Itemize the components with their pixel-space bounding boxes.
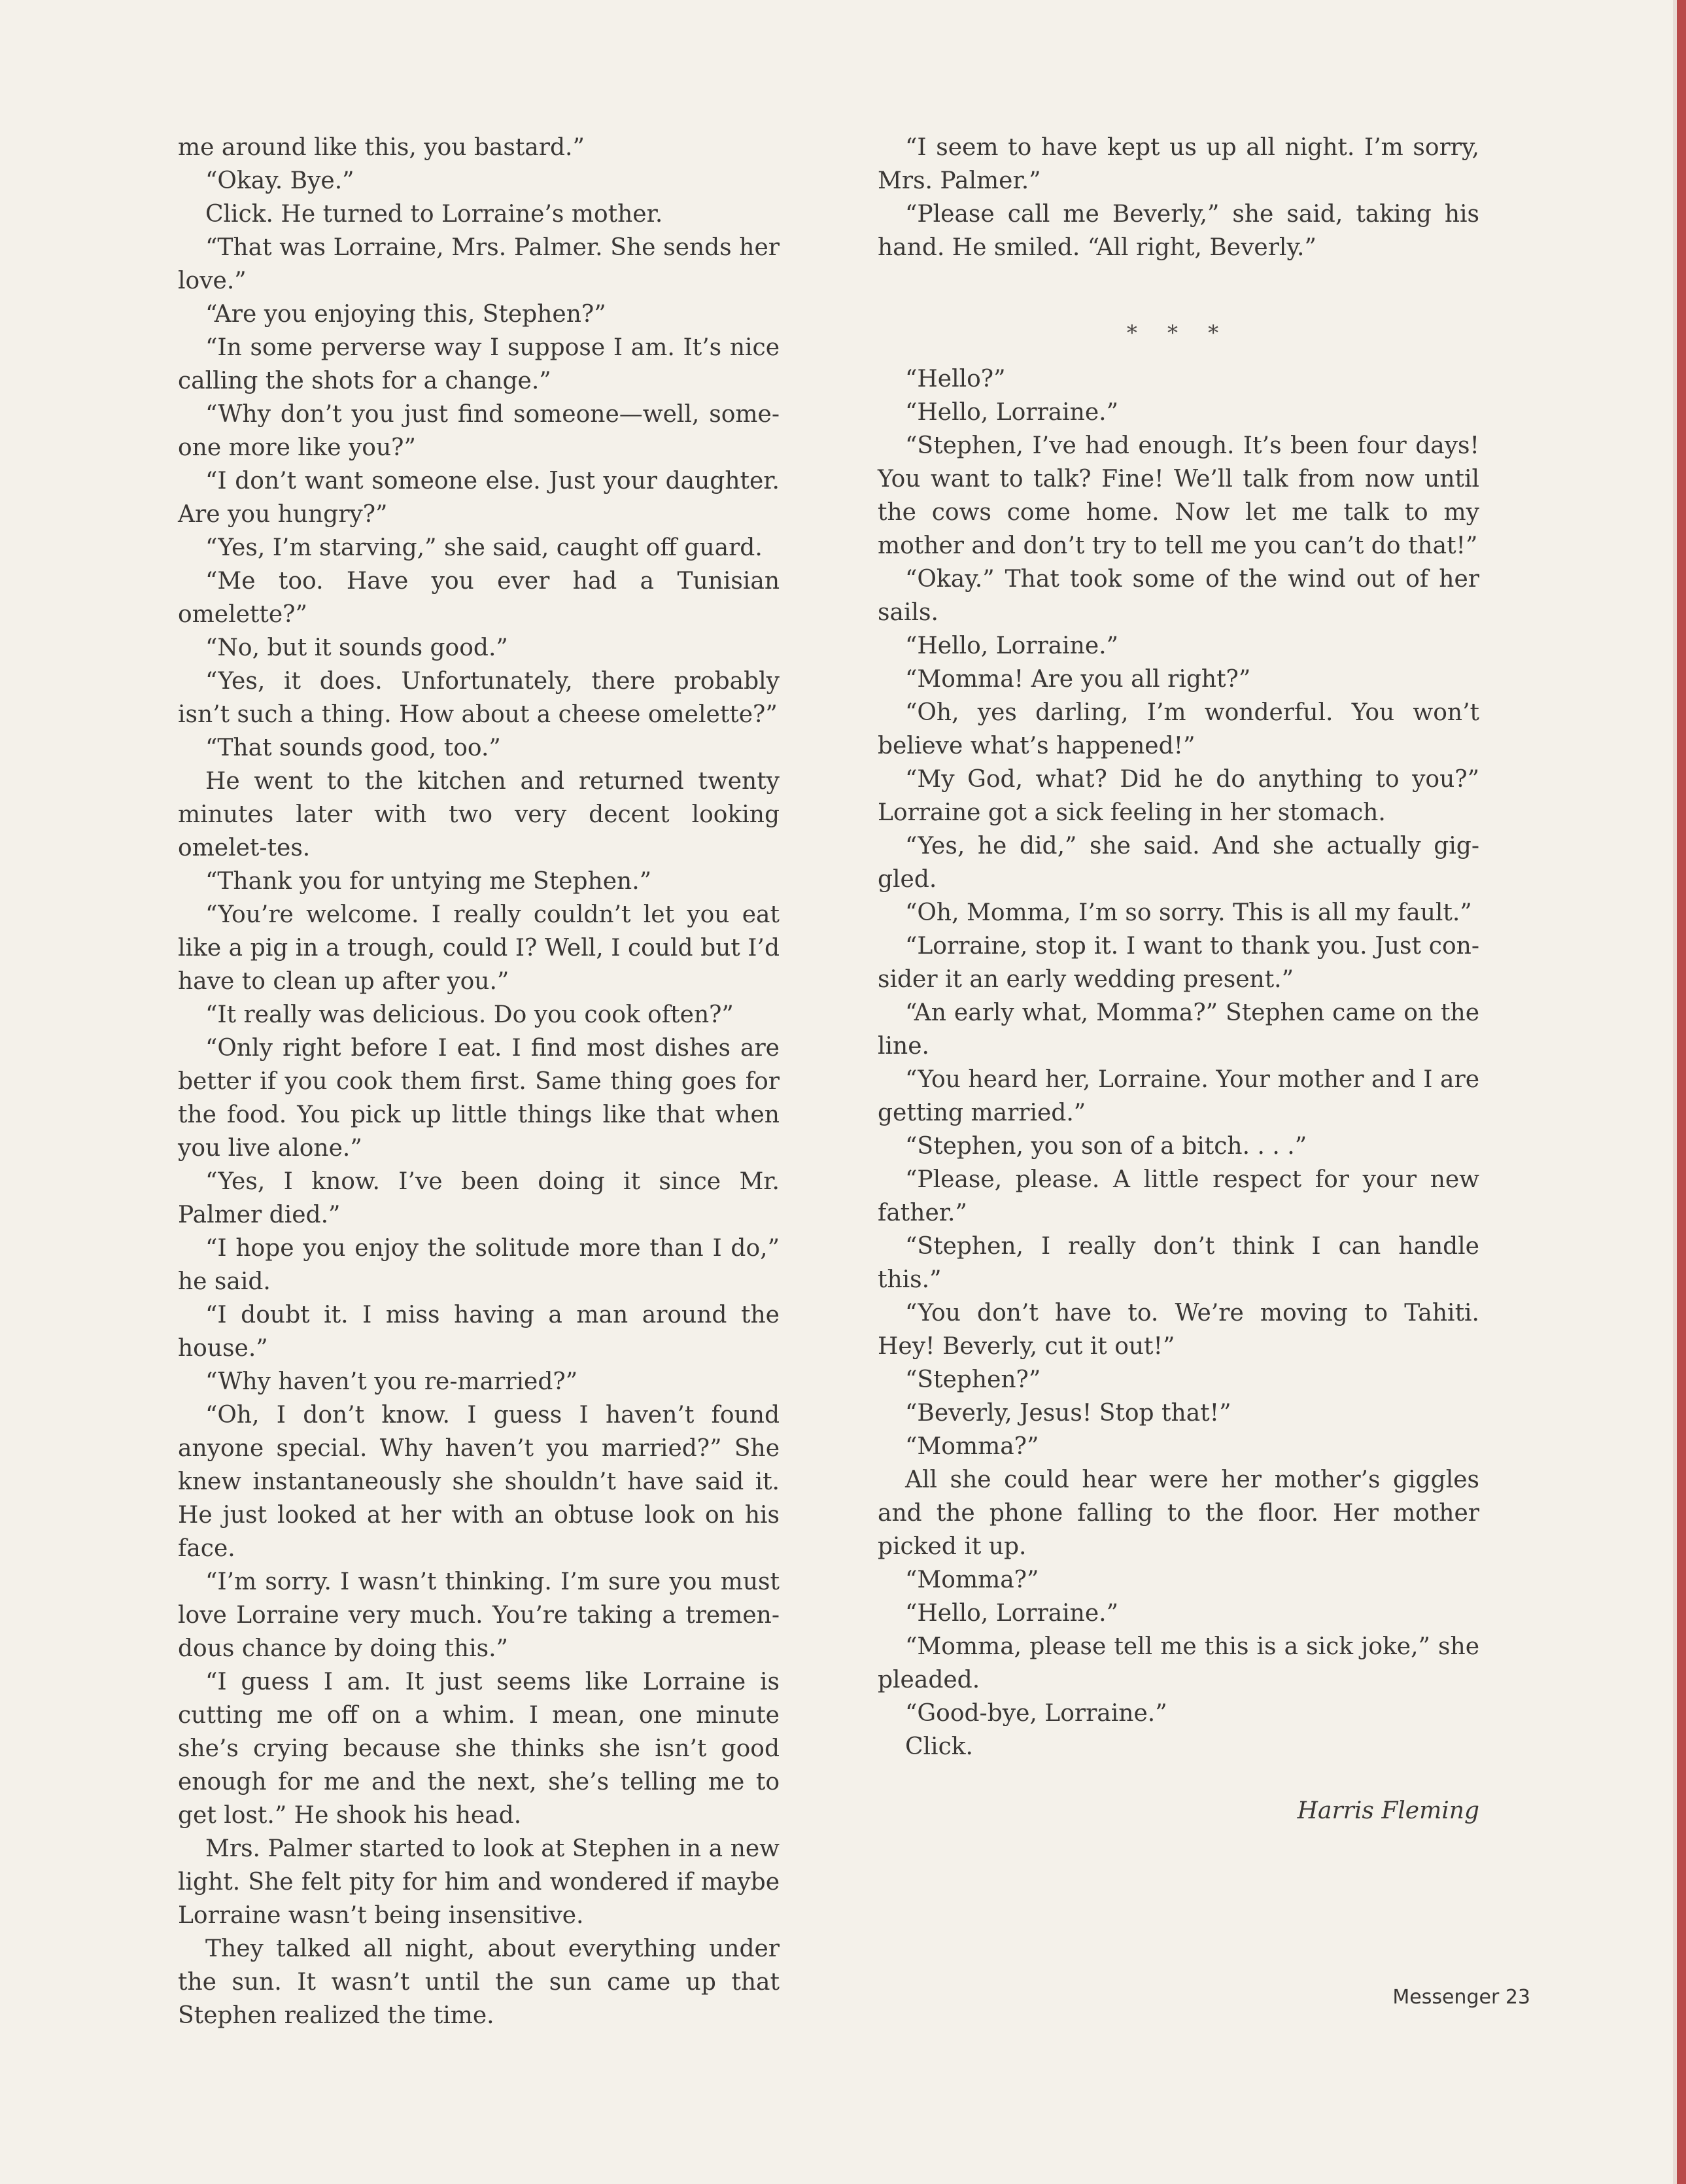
paragraph: “Okay.” That took some of the wind out of her sails. bbox=[878, 566, 1479, 626]
right-text-column bbox=[878, 131, 1479, 1763]
section-separator: * * * bbox=[1126, 321, 1231, 345]
paragraph: “You’re welcome. I really couldn’t let you eat like a pig in a trough, could I? Well, I could but I’d have to clean up after you.” bbox=[178, 901, 780, 995]
paragraph: “Stephen?” bbox=[905, 1366, 1041, 1393]
paragraph: “Stephen, I really don’t think I can handle this.” bbox=[878, 1233, 1479, 1293]
left-text-column bbox=[178, 131, 780, 2032]
page-edge-red-binding bbox=[1677, 0, 1686, 2184]
paragraph: “Oh, yes darling, I’m wonderful. You won’t believe what’s happened!” bbox=[878, 699, 1479, 759]
paragraph: “Yes, I’m starving,” she said, caught off guard. bbox=[205, 534, 763, 561]
paragraph: “Stephen, you son of a bitch. . . .” bbox=[905, 1133, 1307, 1160]
section-break-space bbox=[878, 264, 1479, 362]
paragraph: “Hello, Lorraine.” bbox=[905, 399, 1119, 426]
paragraph: “I don’t want someone else. Just your daughter. Are you hungry?” bbox=[178, 468, 780, 528]
paragraph: “My God, what? Did he do anything to you?” Lorraine got a sick feeling in her stomach. bbox=[878, 766, 1479, 826]
paragraph: “Thank you for untying me Stephen.” bbox=[205, 868, 652, 895]
paragraph: Click. He turned to Lorraine’s mother. bbox=[205, 201, 663, 228]
paragraph: “Yes, I know. I’ve been doing it since Mr. Palmer died.” bbox=[178, 1168, 780, 1228]
paragraph: Mrs. Palmer started to look at Stephen in a new light. She felt pity for him and wondered if maybe Lorraine wasn’t being insensitive. bbox=[178, 1835, 780, 1929]
page-footer-folio: Messenger 23 bbox=[1392, 1986, 1530, 2009]
paragraph: “Hello, Lorraine.” bbox=[905, 633, 1119, 659]
right-column-top-block bbox=[878, 131, 1479, 264]
right-column-bottom-block bbox=[878, 362, 1479, 1763]
paragraph: “Momma?” bbox=[905, 1567, 1039, 1593]
paragraph: “Why haven’t you re-married?” bbox=[205, 1368, 578, 1395]
paragraph: “Oh, Momma, I’m so sorry. This is all my fault.” bbox=[905, 899, 1472, 926]
paragraph: “Momma, please tell me this is a sick joke,” she pleaded. bbox=[878, 1633, 1479, 1693]
paragraph: “That sounds good, too.” bbox=[205, 735, 501, 761]
paragraph: “I guess I am. It just seems like Lorraine is cutting me off on a whim. I mean, one minute she’s crying because she thinks she isn’t good enough for me and the next, she’s telling me to get lost.” He shook his head. bbox=[178, 1669, 780, 1829]
paragraph: Click. bbox=[905, 1733, 973, 1760]
paragraph: “Good-bye, Lorraine.” bbox=[905, 1700, 1167, 1727]
author-byline: Harris Fleming bbox=[1297, 1797, 1479, 1824]
paragraph: “Please call me Beverly,” she said, taking his hand. He smiled. “All right, Beverly.” bbox=[878, 201, 1479, 261]
paragraph: me around like this, you bastard.” bbox=[178, 134, 585, 161]
paragraph: “Why don’t you just find someone—well, some-one more like you?” bbox=[178, 401, 780, 461]
paragraph: “Momma! Are you all right?” bbox=[905, 666, 1251, 693]
paragraph: “I’m sorry. I wasn’t thinking. I’m sure you must love Lorraine very much. You’re taking a tremen-dous chance by doing this.” bbox=[178, 1569, 780, 1662]
paragraph: “Are you enjoying this, Stephen?” bbox=[205, 301, 606, 328]
paragraph: He went to the kitchen and returned twenty minutes later with two very decent looking omelet-tes. bbox=[178, 768, 780, 861]
paragraph: “Stephen, I’ve had enough. It’s been four days! You want to talk? Fine! We’ll talk from now until the cows come home. Now let me talk to my mother and don’t try to tell me you can’t do that!” bbox=[878, 432, 1479, 559]
paragraph: “Lorraine, stop it. I want to thank you. Just con-sider it an early wedding present.” bbox=[878, 933, 1479, 993]
paragraph: “Momma?” bbox=[905, 1433, 1039, 1460]
paragraph: All she could hear were her mother’s giggles and the phone falling to the floor. Her mother picked it up. bbox=[878, 1466, 1479, 1560]
paragraph: They talked all night, about everything under the sun. It wasn’t until the sun came up that Stephen realized the time. bbox=[178, 1935, 780, 2029]
paragraph: “It really was delicious. Do you cook often?” bbox=[205, 1001, 734, 1028]
paragraph: “I seem to have kept us up all night. I’m sorry, Mrs. Palmer.” bbox=[878, 134, 1479, 194]
paragraph: “You heard her, Lorraine. Your mother and I are getting married.” bbox=[878, 1066, 1479, 1126]
paragraph: “Hello, Lorraine.” bbox=[905, 1600, 1119, 1627]
paragraph: “Hello?” bbox=[905, 366, 1006, 392]
paragraph: “In some perverse way I suppose I am. It’s nice calling the shots for a change.” bbox=[178, 334, 780, 394]
paragraph: “Only right before I eat. I find most dishes are better if you cook them first. Same thing goes for the food. You pick up little things like that when you live alone.” bbox=[178, 1035, 780, 1162]
paragraph: “An early what, Momma?” Stephen came on the line. bbox=[878, 999, 1479, 1060]
paragraph: “You don’t have to. We’re moving to Tahiti. Hey! Beverly, cut it out!” bbox=[878, 1300, 1479, 1360]
paragraph: “I doubt it. I miss having a man around the house.” bbox=[178, 1302, 780, 1362]
paragraph: “Please, please. A little respect for your new father.” bbox=[878, 1166, 1479, 1226]
paragraph: “I hope you enjoy the solitude more than I do,” he said. bbox=[178, 1235, 780, 1295]
paragraph: “No, but it sounds good.” bbox=[205, 634, 508, 661]
paragraph: “Beverly, Jesus! Stop that!” bbox=[905, 1400, 1231, 1427]
paragraph: “Yes, it does. Unfortunately, there probably isn’t such a thing. How about a cheese omelette?” bbox=[178, 668, 780, 728]
paragraph: “That was Lorraine, Mrs. Palmer. She sends her love.” bbox=[178, 234, 780, 294]
paragraph: “Me too. Have you ever had a Tunisian omelette?” bbox=[178, 568, 780, 628]
paragraph: “Yes, he did,” she said. And she actually gig-gled. bbox=[878, 833, 1479, 893]
paragraph: “Okay. Bye.” bbox=[205, 167, 354, 194]
paragraph: “Oh, I don’t know. I guess I haven’t found anyone special. Why haven’t you married?” She knew instantaneously she shouldn’t have said it. He just looked at her with an obtuse look on his face. bbox=[178, 1402, 780, 1562]
